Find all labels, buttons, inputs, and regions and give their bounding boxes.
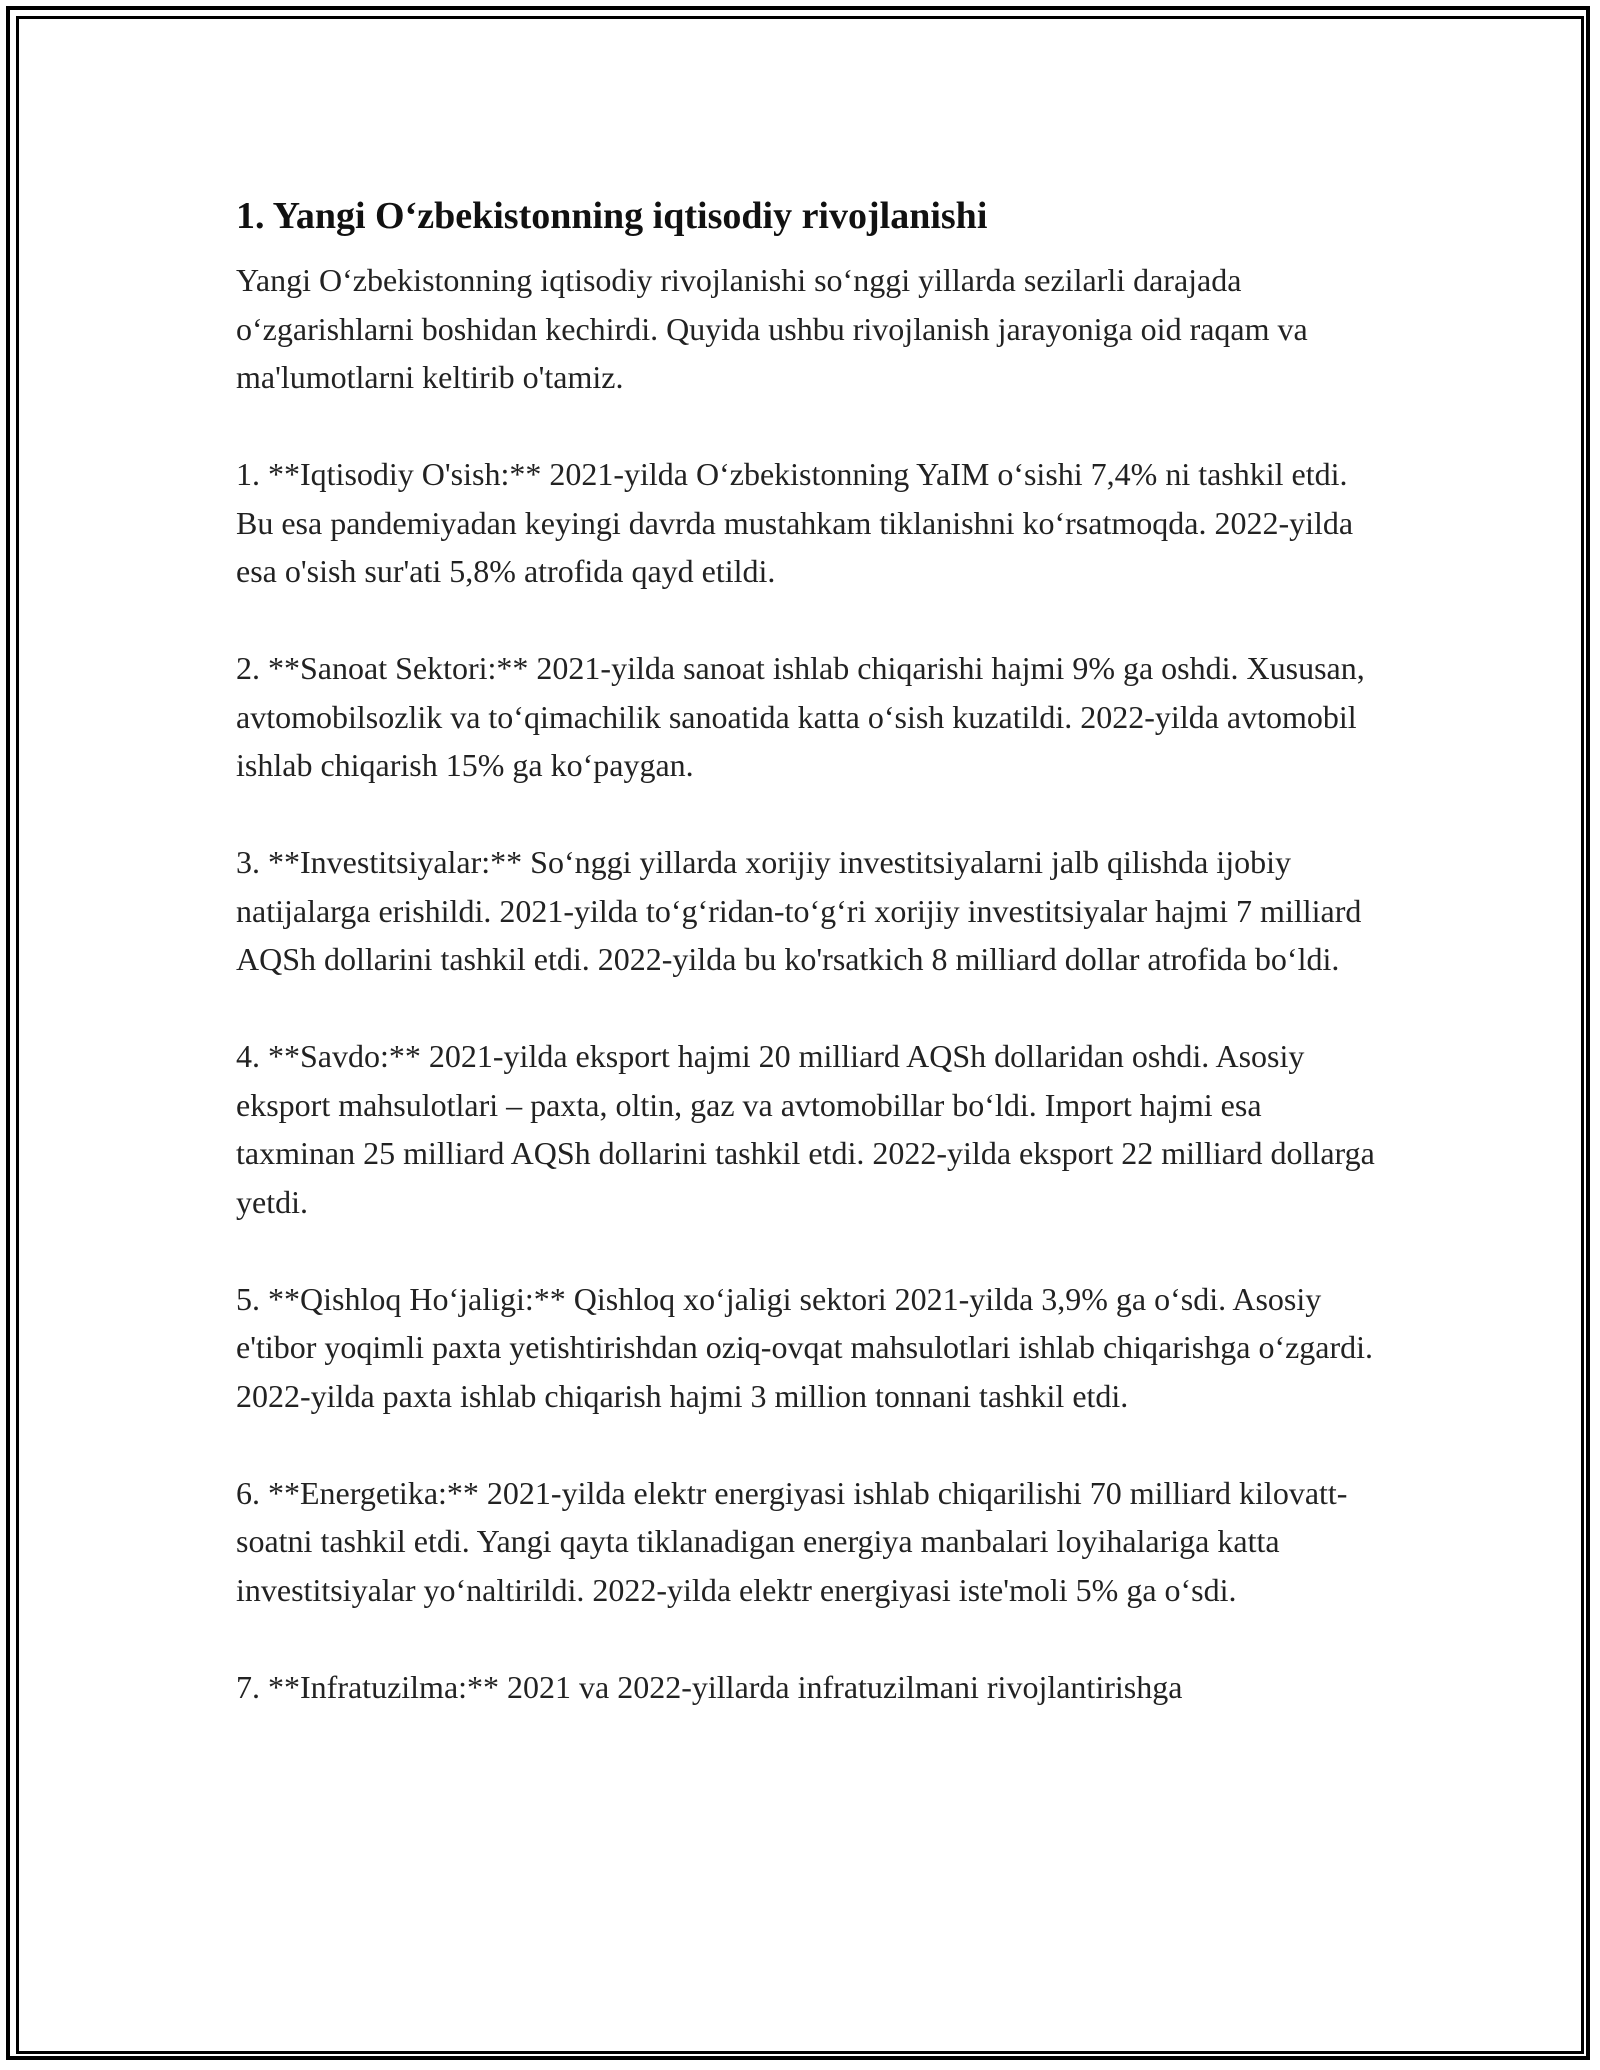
- list-item-energy: 6. **Energetika:** 2021-yilda elektr energiyasi ishlab chiqarilishi 70 milliard kilovatt-soatni tashkil etdi. Yangi qayta tiklanadigan energiya manbalari loyihalariga katta investitsiyalar yo‘naltirildi. 2022-yilda elektr energiyasi iste'moli 5% ga o‘sdi.: [236, 1474, 1348, 1608]
- intro-paragraph: Yangi O‘zbekistonning iqtisodiy rivojlanishi so‘nggi yillarda sezilarli darajada o‘zgarishlarni boshidan kechirdi. Quyida ushbu rivojlanish jarayoniga oid raqam va ma'lumotlarni keltirib o'tamiz.: [236, 262, 1308, 395]
- list-item-industry-sector: 2. **Sanoat Sektori:** 2021-yilda sanoat ishlab chiqarishi hajmi 9% ga oshdi. Xususan, avtomobilsozlik va to‘qimachilik sanoatida katta o‘sish kuzatildi. 2022-yilda avtomobil ishlab chiqarish 15% ga ko‘paygan.: [236, 650, 1365, 783]
- document-body: [236, 188, 1386, 1711]
- document-title: 1. Yangi O‘zbekistonning iqtisodiy rivojlanishi: [236, 195, 988, 237]
- list-item-trade: 4. **Savdo:** 2021-yilda eksport hajmi 20 milliard AQSh dollaridan oshdi. Asosiy eksport mahsulotlari – paxta, oltin, gaz va avtomobillar bo‘ldi. Import hajmi esa taxminan 25 milliard AQSh dollarini tashkil etdi. 2022-yilda eksport 22 milliard dollarga yetdi.: [236, 1038, 1375, 1220]
- list-item-infrastructure: 7. **Infratuzilma:** 2021 va 2022-yillarda infratuzilmani rivojlantirishga: [236, 1668, 1183, 1705]
- list-item-agriculture: 5. **Qishloq Ho‘jaligi:** Qishloq xo‘jaligi sektori 2021-yilda 3,9% ga o‘sdi. Asosiy e'tibor yoqimli paxta yetishtirishdan oziq-ovqat mahsulotlari ishlab chiqarishga o‘zgardi. 2022-yilda paxta ishlab chiqarish hajmi 3 million tonnani tashkil etdi.: [236, 1280, 1374, 1414]
- list-item-economic-growth: 1. **Iqtisodiy O'sish:** 2021-yilda O‘zbekistonning YaIM o‘sishi 7,4% ni tashkil etdi. Bu esa pandemiyadan keyingi davrda mustahkam tiklanishni ko‘rsatmoqda. 2022-yilda esa o'sish sur'ati 5,8% atrofida qayd etildi.: [236, 456, 1354, 589]
- list-item-investments: 3. **Investitsiyalar:** So‘nggi yillarda xorijiy investitsiyalarni jalb qilishda ijobiy natijalarga erishildi. 2021-yilda to‘g‘ridan-to‘g‘ri xorijiy investitsiyalar hajmi 7 milliard AQSh dollarini tashkil etdi. 2022-yilda bu ko'rsatkich 8 milliard dollar atrofida bo‘ldi.: [236, 844, 1362, 977]
